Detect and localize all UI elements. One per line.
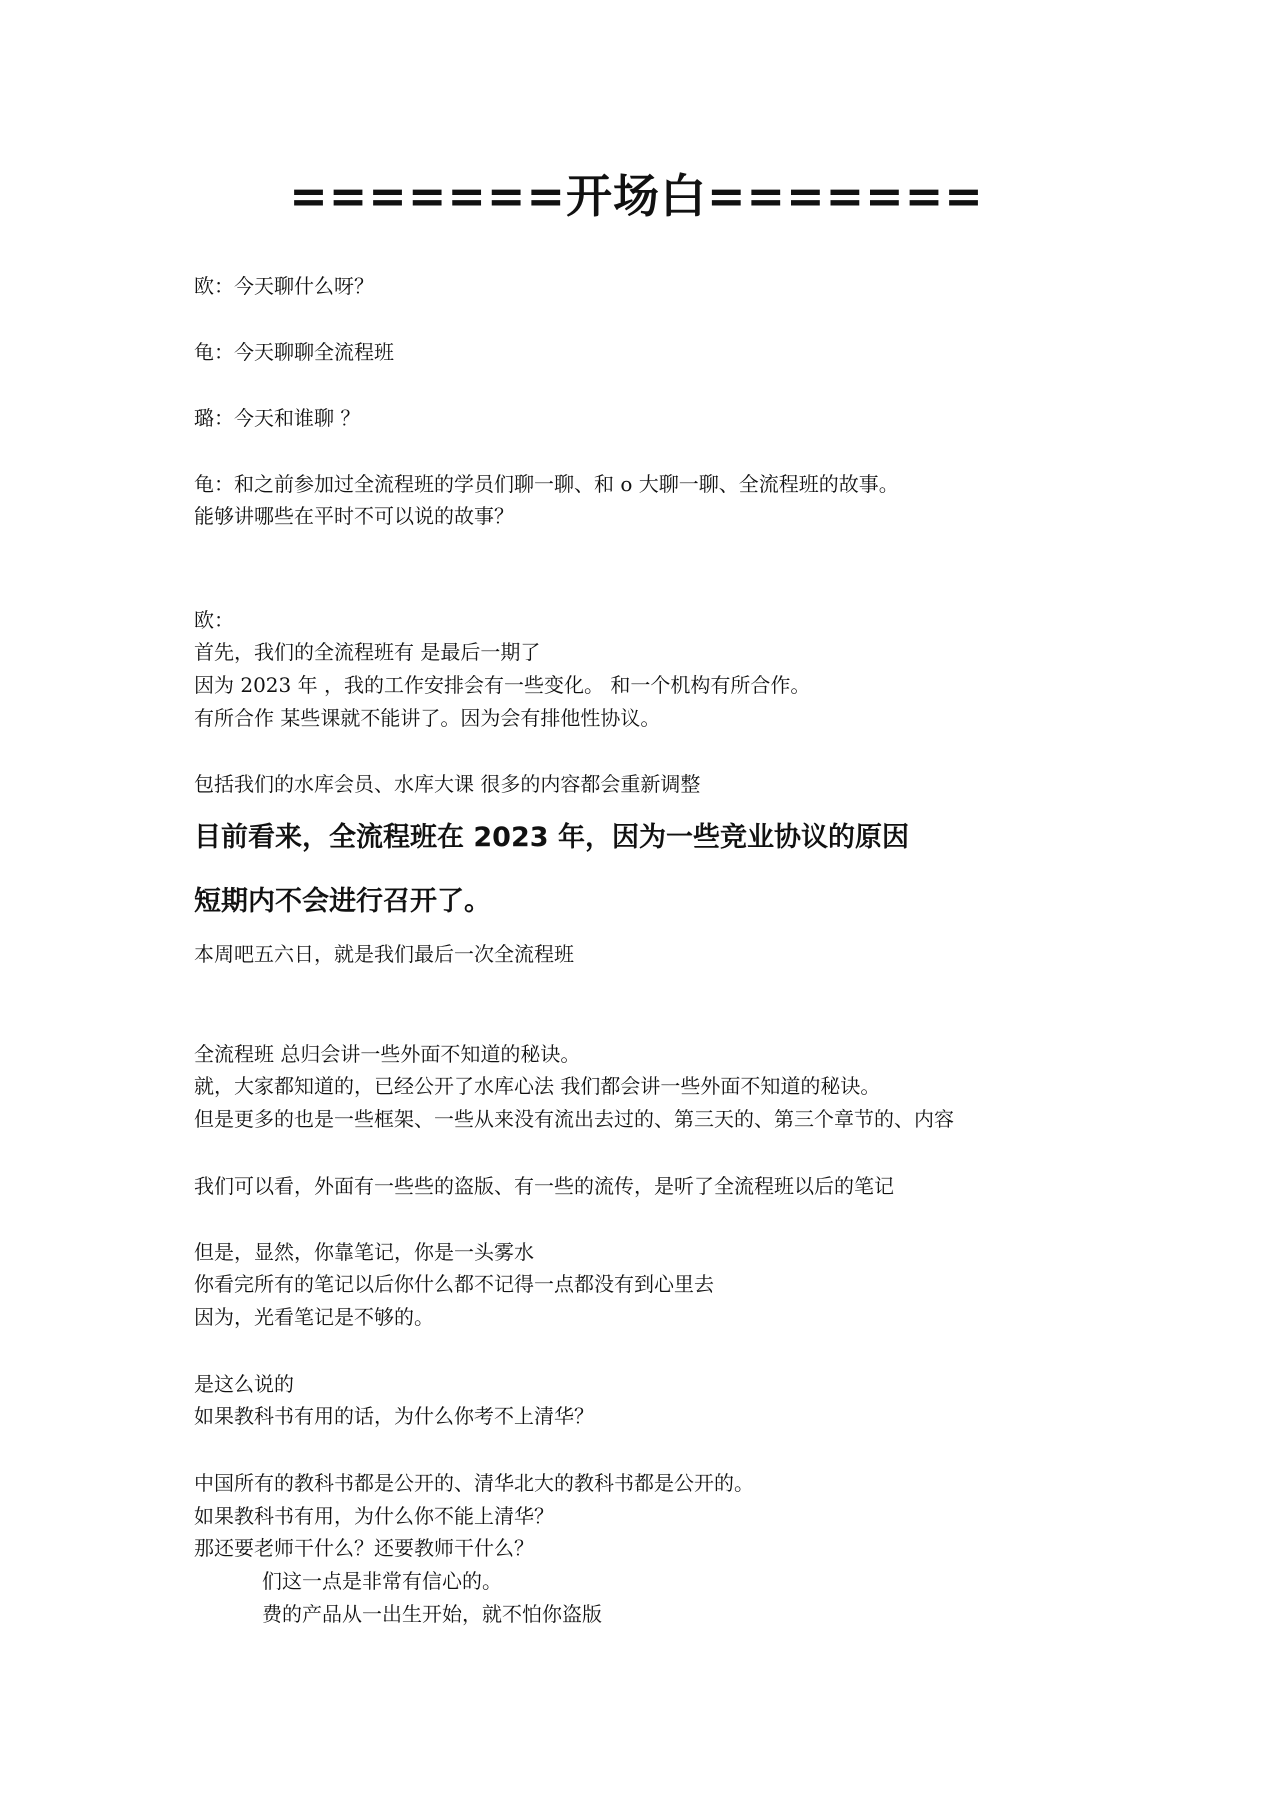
paragraph-line: 因为，光看笔记是不够的。	[194, 1305, 434, 1329]
paragraph-line-indented: 费的产品从一出生开始，就不怕你盗版	[262, 1602, 602, 1626]
dialogue-line-ou-question: 欧：今天聊什么呀？	[194, 274, 374, 298]
emphasis-line: 短期内不会进行召开了。	[194, 886, 491, 917]
paragraph-line: 如果教科书有用，为什么你不能上清华？	[194, 1504, 554, 1528]
dialogue-line-gui-answer: 龟：今天聊聊全流程班	[194, 340, 394, 364]
paragraph-line: 你看完所有的笔记以后你什么都不记得一点都没有到心里去	[194, 1272, 714, 1296]
dialogue-line-gui-continued: 能够讲哪些在平时不可以说的故事？	[194, 504, 514, 528]
paragraph-line: 因为 2023 年 ，我的工作安排会有一些变化。 和一个机构有所合作。	[194, 673, 811, 697]
paragraph-line: 我们可以看，外面有一些些的盗版、有一些的流传，是听了全流程班以后的笔记	[194, 1174, 894, 1198]
dialogue-line-gui-reply: 龟：和之前参加过全流程班的学员们聊一聊、和 o 大聊一聊、全流程班的故事。	[194, 472, 899, 496]
document-title: =======开场白=======	[289, 169, 984, 223]
paragraph-line: 但是更多的也是一些框架、一些从来没有流出去过的、第三天的、第三个章节的、内容	[194, 1107, 954, 1131]
paragraph-line: 但是，显然，你靠笔记，你是一头雾水	[194, 1240, 534, 1264]
paragraph-line-indented: 们这一点是非常有信心的。	[262, 1569, 502, 1593]
paragraph-line: 中国所有的教科书都是公开的、清华北大的教科书都是公开的。	[194, 1471, 754, 1495]
paragraph-line: 是这么说的	[194, 1372, 294, 1396]
paragraph-line: 就，大家都知道的，已经公开了水库心法 我们都会讲一些外面不知道的秘诀。	[194, 1074, 881, 1098]
paragraph-line: 本周吧五六日，就是我们最后一次全流程班	[194, 942, 574, 966]
paragraph-line: 全流程班 总归会讲一些外面不知道的秘诀。	[194, 1042, 581, 1066]
paragraph-line: 包括我们的水库会员、水库大课 很多的内容都会重新调整	[194, 772, 701, 796]
speaker-label-ou: 欧：	[194, 608, 234, 632]
dialogue-line-lu-question: 璐：今天和谁聊 ？	[194, 406, 361, 430]
paragraph-line: 那还要老师干什么？还要教师干什么？	[194, 1536, 534, 1560]
paragraph-line: 有所合作 某些课就不能讲了。因为会有排他性协议。	[194, 706, 661, 730]
emphasis-line: 目前看来，全流程班在 2023 年，因为一些竞业协议的原因	[194, 822, 909, 853]
paragraph-line: 首先，我们的全流程班有 是最后一期了	[194, 640, 541, 664]
paragraph-line: 如果教科书有用的话，为什么你考不上清华？	[194, 1404, 594, 1428]
